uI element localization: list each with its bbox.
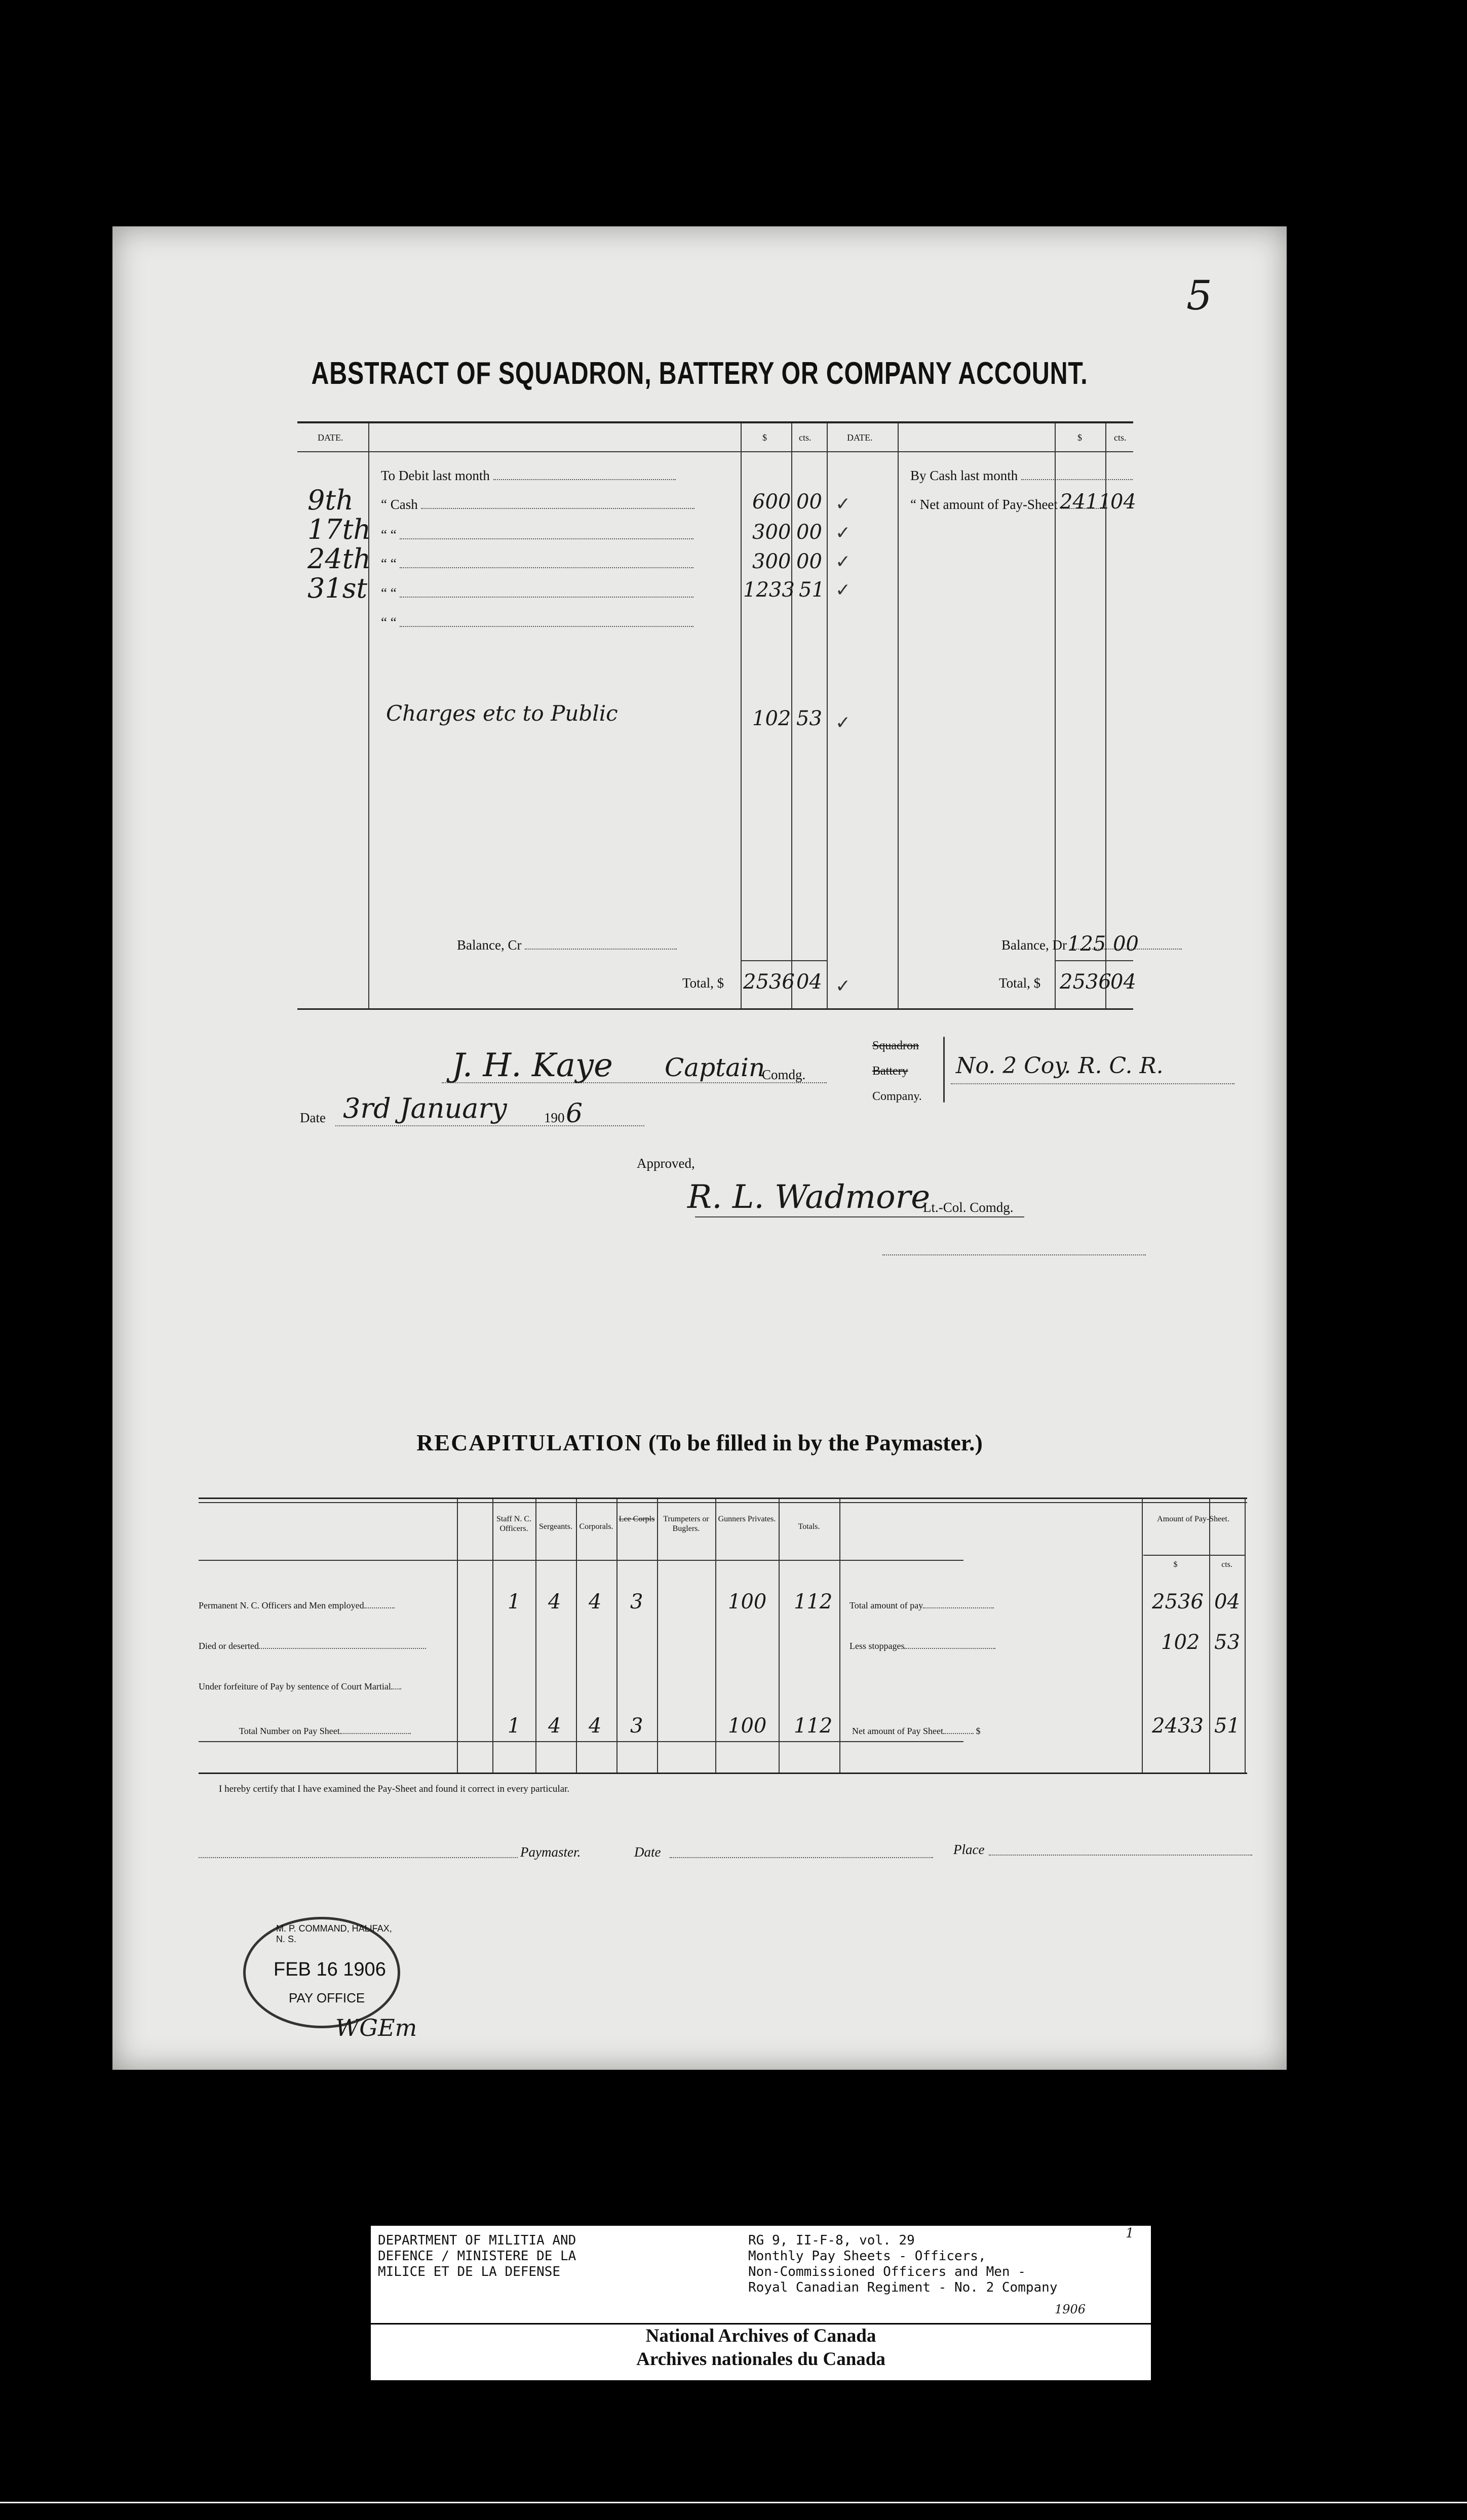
credit-net-pay-sheet: “ Net amount of Pay-Sheet — [910, 497, 1107, 513]
balance-dr-dollars: 125 — [1067, 932, 1106, 956]
recap-value: 4 — [589, 1714, 602, 1738]
less-stoppages-label: Less stoppages — [850, 1641, 995, 1651]
debit-cash-row: “ Cash — [381, 497, 694, 513]
cents-header: cts. — [799, 432, 812, 443]
year-suffix: 6 — [566, 1098, 583, 1129]
stoppages-cents: 53 — [1214, 1631, 1240, 1654]
debit-date: 9th — [307, 484, 354, 516]
debit-dollars: 300 — [752, 521, 791, 544]
pay-sheet-page — [112, 226, 1287, 2070]
archive-name-fr: Archives nationales du Canada — [636, 2349, 885, 2370]
check-mark: ✓ — [835, 552, 851, 572]
total-right-label: Total, $ — [999, 975, 1041, 991]
net-pay-cents: 51 — [1214, 1714, 1240, 1738]
col-trumpeters: Trumpeters or Buglers. — [663, 1515, 709, 1533]
total-pay-dollars: 2536 — [1152, 1590, 1204, 1613]
balance-dr: Balance, Dr — [1001, 937, 1182, 953]
total-left-cents: 04 — [796, 970, 822, 994]
date-field-label: Date — [634, 1844, 661, 1860]
recap-value: 1 — [508, 1590, 521, 1613]
date2-header: DATE. — [847, 432, 873, 443]
col-totals: Totals. — [798, 1522, 820, 1531]
recap-value: 4 — [548, 1714, 561, 1738]
debit-cash-row: “ “ — [381, 527, 693, 543]
dollars2-header: $ — [1077, 432, 1082, 443]
recap-value: 100 — [728, 1590, 767, 1613]
recap-row-label: Permanent N. C. Officers and Men employed — [199, 1600, 395, 1611]
recap-row-label: Under forfeiture of Pay by sentence of Court Martial — [199, 1681, 401, 1692]
recap-value: 3 — [630, 1590, 643, 1613]
charges-label: Charges etc to Public — [386, 701, 618, 726]
net-pay-label: Net amount of Pay Sheet $ — [852, 1726, 981, 1736]
total-left-dollars: 2536 — [743, 970, 795, 994]
credit-cents: 04 — [1110, 490, 1136, 514]
stamp-date: FEB 16 1906 — [274, 1959, 386, 1980]
stoppages-dollars: 102 — [1161, 1631, 1200, 1654]
abstract-table — [297, 421, 1139, 1010]
recap-value: 100 — [728, 1714, 767, 1738]
debit-date: 17th — [307, 514, 371, 545]
stamp-ring-text: M. P. COMMAND, HALIFAX, N. S. — [276, 1923, 392, 1944]
total-left-label: Total, $ — [682, 975, 724, 991]
check-mark: ✓ — [835, 580, 851, 600]
total-pay-label: Total amount of pay — [850, 1600, 994, 1611]
debit-cents: 00 — [796, 521, 822, 544]
cents2-header: cts. — [1114, 432, 1127, 443]
abstract-title: ABSTRACT OF SQUADRON, BATTERY OR COMPANY ACCOUNT. — [311, 356, 1088, 391]
date-header: DATE. — [318, 432, 343, 443]
lt-col-title: Lt.-Col. Comdg. — [923, 1200, 1014, 1215]
check-mark: ✓ — [835, 494, 851, 514]
debit-cents: 00 — [796, 490, 822, 514]
stamp-initials: WGEm — [335, 2014, 417, 2041]
debit-cash-row: “ “ — [381, 615, 693, 631]
approved-label: Approved, — [637, 1156, 695, 1171]
debit-dollars: 600 — [752, 490, 791, 514]
debit-last-month: To Debit last month — [381, 468, 676, 484]
recap-table — [199, 1498, 1247, 1774]
page-number: 5 — [1186, 272, 1212, 319]
comdg-label: Comdg. — [762, 1067, 806, 1082]
col-staff-nco: Staff N. C. Officers. — [496, 1515, 532, 1533]
debit-date: 31st — [307, 572, 368, 604]
company-label: Company. — [872, 1090, 922, 1103]
certify-statement: I hereby certify that I have examined the Pay-Sheet and found it correct in every particular. — [219, 1784, 570, 1794]
unit-name: No. 2 Coy. R. C. R. — [956, 1053, 1164, 1079]
col-amount: Amount of Pay-Sheet. — [1157, 1515, 1229, 1523]
col-amount-cents: cts. — [1221, 1560, 1232, 1569]
charges-dollars: 102 — [752, 707, 791, 730]
archive-reference-label — [370, 2225, 1152, 2324]
dollars-header: $ — [762, 432, 767, 443]
debit-cents: 00 — [796, 550, 822, 573]
date-value: 3rd January — [343, 1092, 507, 1124]
corner-mark: 1 — [1126, 2226, 1134, 2241]
charges-cents: 53 — [796, 707, 822, 730]
credit-last-month: By Cash last month — [910, 468, 1133, 484]
total-right-dollars: 2536 — [1060, 970, 1111, 994]
col-corporals: Corporals. — [579, 1522, 613, 1531]
total-pay-cents: 04 — [1214, 1590, 1240, 1613]
debit-date: 24th — [307, 543, 371, 575]
recap-value: 4 — [589, 1590, 602, 1613]
bottom-rule — [0, 2502, 1467, 2503]
recap-row-label: Total Number on Pay Sheet — [239, 1726, 411, 1737]
lt-col-signature: R. L. Wadmore — [687, 1178, 931, 1216]
battery-label: Battery — [872, 1065, 908, 1078]
recap-value: 112 — [794, 1714, 833, 1738]
captain-signature: J. H. Kaye — [452, 1047, 613, 1084]
total-right-cents: 04 — [1110, 970, 1136, 994]
debit-dollars: 1233 — [743, 578, 795, 602]
debit-cash-row: “ “ — [381, 556, 693, 572]
debit-cents: 51 — [799, 578, 825, 602]
check-mark: ✓ — [835, 713, 851, 733]
net-pay-dollars: 2433 — [1152, 1714, 1204, 1738]
stamp-office: PAY OFFICE — [289, 1990, 365, 2005]
recap-value: 112 — [794, 1590, 833, 1613]
debit-dollars: 300 — [752, 550, 791, 573]
recap-value: 3 — [630, 1714, 643, 1738]
debit-cash-row: “ “ — [381, 585, 693, 601]
balance-cr: Balance, Cr — [457, 937, 677, 953]
pay-office-stamp — [243, 1917, 400, 2028]
record-group-reference: RG 9, II-F-8, vol. 29 Monthly Pay Sheets - Officers, Non-Commissioned Officers and Men - Royal Canadian Regiment - No. 2 Company — [748, 2233, 1058, 2295]
col-sergeants: Sergeants. — [539, 1522, 572, 1531]
archive-footer-label — [370, 2324, 1152, 2381]
recap-title: RECAPITULATION (To be filled in by the Paymaster.) — [416, 1430, 983, 1455]
recap-value: 1 — [508, 1714, 521, 1738]
date-label: Date — [300, 1110, 326, 1125]
archive-name-en: National Archives of Canada — [645, 2326, 876, 2346]
year-note: 1906 — [1055, 2302, 1086, 2316]
balance-dr-cents: 00 — [1113, 932, 1139, 956]
col-amount-dollars: $ — [1173, 1560, 1178, 1569]
col-lance-corporals: Lce Corpls — [619, 1515, 655, 1523]
recap-row-label: Died or deserted — [199, 1641, 426, 1651]
captain-title: Captain — [665, 1053, 765, 1082]
recap-value: 4 — [548, 1590, 561, 1613]
credit-dollars: 2411 — [1060, 490, 1111, 514]
squadron-label: Squadron — [872, 1039, 919, 1052]
col-privates: Gunners Privates. — [718, 1515, 776, 1523]
check-mark: ✓ — [835, 523, 851, 543]
check-mark: ✓ — [835, 976, 851, 996]
department-name: DEPARTMENT OF MILITIA AND DEFENCE / MINISTERE DE LA MILICE ET DE LA DEFENSE — [378, 2233, 576, 2279]
year-prefix: 190 — [544, 1110, 565, 1125]
paymaster-label: Paymaster. — [520, 1844, 581, 1860]
place-field-label: Place — [953, 1842, 985, 1857]
